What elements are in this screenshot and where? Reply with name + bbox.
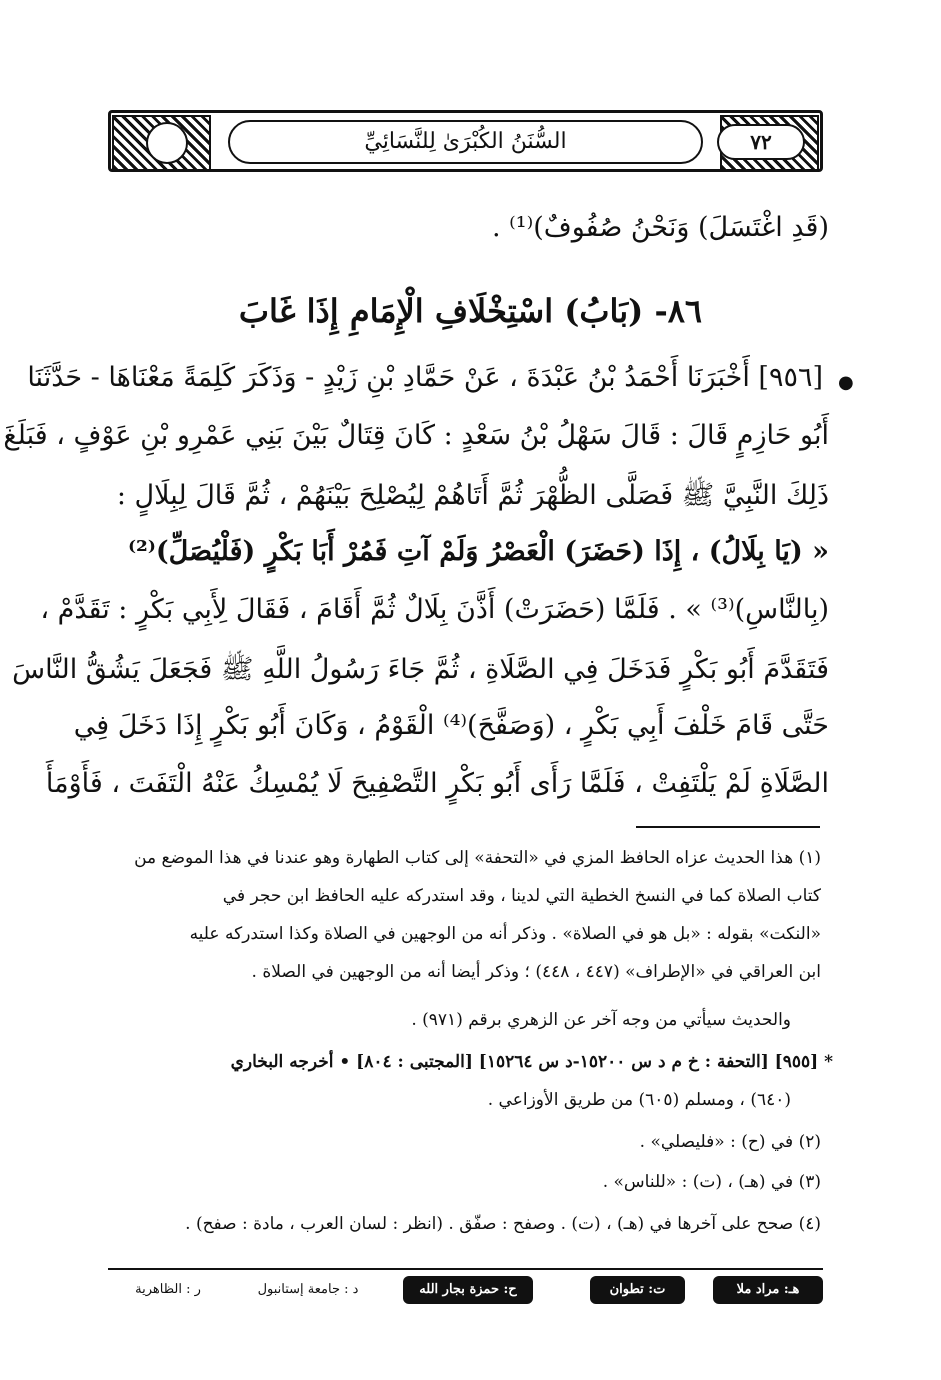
book-title: السُّنَنُ الكُبْرَىٰ لِلنَّسَائِيِّ [228,120,703,164]
page-header [108,110,823,172]
manuscript-label: ر : الظاهرية [135,1282,201,1297]
footnote-line: والحديث سيأتي من وجه آخر عن الزهري برقم (٩٧١) . [411,1010,791,1030]
footnote-line: (٢) في (ح) : «فليصلي» . [639,1132,821,1152]
footnote-line: (٦٤٠) ، ومسلم (٦٠٥) من طريق الأوزاعي . [487,1090,791,1110]
bottom-separator [108,1268,823,1270]
continuation-line: (قَدِ اغْتَسَلَ) وَنَحْنُ صُفُوفٌ)⁽¹⁾ . [491,212,829,243]
hadith-line: أَبُو حَازِمٍ قَالَ : قَالَ سَهْلُ بْنُ سَعْدٍ : كَانَ قِتَالٌ بَيْنَ بَنِي عَمْرِو بْنِ عَوْفٍ ، فَبَلَغَ [3,420,829,451]
hadith-line: [٩٥٦] أَخْبَرَنَا أَحْمَدُ بْنُ عَبْدَةَ ، عَنْ حَمَّادِ بْنِ زَيْدٍ - وَذَكَرَ كَلِمَةً مَعْنَاهَا - حَدَّثَنَا [27,362,823,393]
footnote-line: ابن العراقي في «الإطراف» (٤٤٧ ، ٤٤٨) ؛ وذكر أيضا أنه من الوجهين في الصلاة . [251,962,821,982]
hadith-line: ذَلِكَ النَّبِيَّ ﷺ فَصَلَّى الظُّهْرَ ثُمَّ أَتَاهُمْ لِيُصْلِحَ بَيْنَهُمْ ، ثُمَّ قَالَ لِبِلَالٍ : [116,480,829,511]
footnote-line: * [٩٥٥] [التحفة : خ م د س ١٥٢٠٠-د س ١٥٢٦٤] [المجتبى : ٨٠٤] • أخرجه البخاري [230,1052,833,1072]
bullet-icon: ● [838,372,854,393]
footnote-line: (٣) في (هـ) ، (ت) : «للناس» . [602,1172,821,1192]
chapter-heading: ٨٦- (بَابُ) اسْتِخْلَافِ الْإِمَامِ إِذَا غَابَ [238,292,703,330]
manuscript-label: هـ: مراد ملا [713,1276,823,1304]
footnote-line: (١) هذا الحديث عزاه الحافظ المزي في «التحفة» إلى كتاب الطهارة وهو عندنا في هذا الموضع من [134,848,821,868]
hadith-line: فَتَقَدَّمَ أَبُو بَكْرٍ فَدَخَلَ فِي الصَّلَاةِ ، ثُمَّ جَاءَ رَسُولُ اللَّهِ ﷺ فَجَعَلَ يَشُقُّ النَّاسَ [12,654,829,685]
page-number: ٧٢ [717,124,805,160]
footnote-line: (٤) صحح على آخرها في (هـ) ، (ت) . وصفح : صفّق . (انظر : لسان العرب ، مادة : صفح) . [185,1214,821,1234]
hadith-line: الصَّلَاةِ لَمْ يَلْتَفِتْ ، فَلَمَّا رَأَى أَبُو بَكْرٍ التَّصْفِيحَ لَا يُمْسِكُ عَنْهُ الْتَفَتَ ، فَأَوْمَأَ [45,768,829,799]
manuscript-label: ت: تطوان [590,1276,685,1304]
footnote-separator [636,826,820,828]
manuscript-label: ح: حمزة بجار الله [403,1276,533,1304]
manuscript-sigla [108,1274,823,1310]
footnote-line: كتاب الصلاة كما في النسخ الخطية التي لدينا ، وقد استدركه عليه الحافظ ابن حجر في [222,886,821,906]
hadith-line: حَتَّى قَامَ خَلْفَ أَبِي بَكْرٍ ، (وَصَفَّحَ)⁽⁴⁾ الْقَوْمُ ، وَكَانَ أَبُو بَكْرٍ إِذَا دَخَلَ فِي [73,710,829,741]
manuscript-label: د : جامعة إستانبول [257,1282,359,1297]
hadith-line: « (يَا بِلَالُ) ، إِذَا (حَضَرَ) الْعَصْرُ وَلَمْ آتِ فَمُرْ أَبَا بَكْرٍ (فَلْيُصَلِّ)⁽²⁾ [127,536,829,567]
footnote-line: «النكت» بقوله : «بل هو في الصلاة» . وذكر أنه من الوجهين في الصلاة وكذا استدركه عليه [189,924,821,944]
medallion-icon [146,122,188,164]
hadith-line: (بِالنَّاسِ)⁽³⁾ » . فَلَمَّا (حَضَرَتْ) أَذَّنَ بِلَالٌ ثُمَّ أَقَامَ ، فَقَالَ لِأَبِي بَكْرٍ : تَقَدَّمْ ، [40,594,829,625]
